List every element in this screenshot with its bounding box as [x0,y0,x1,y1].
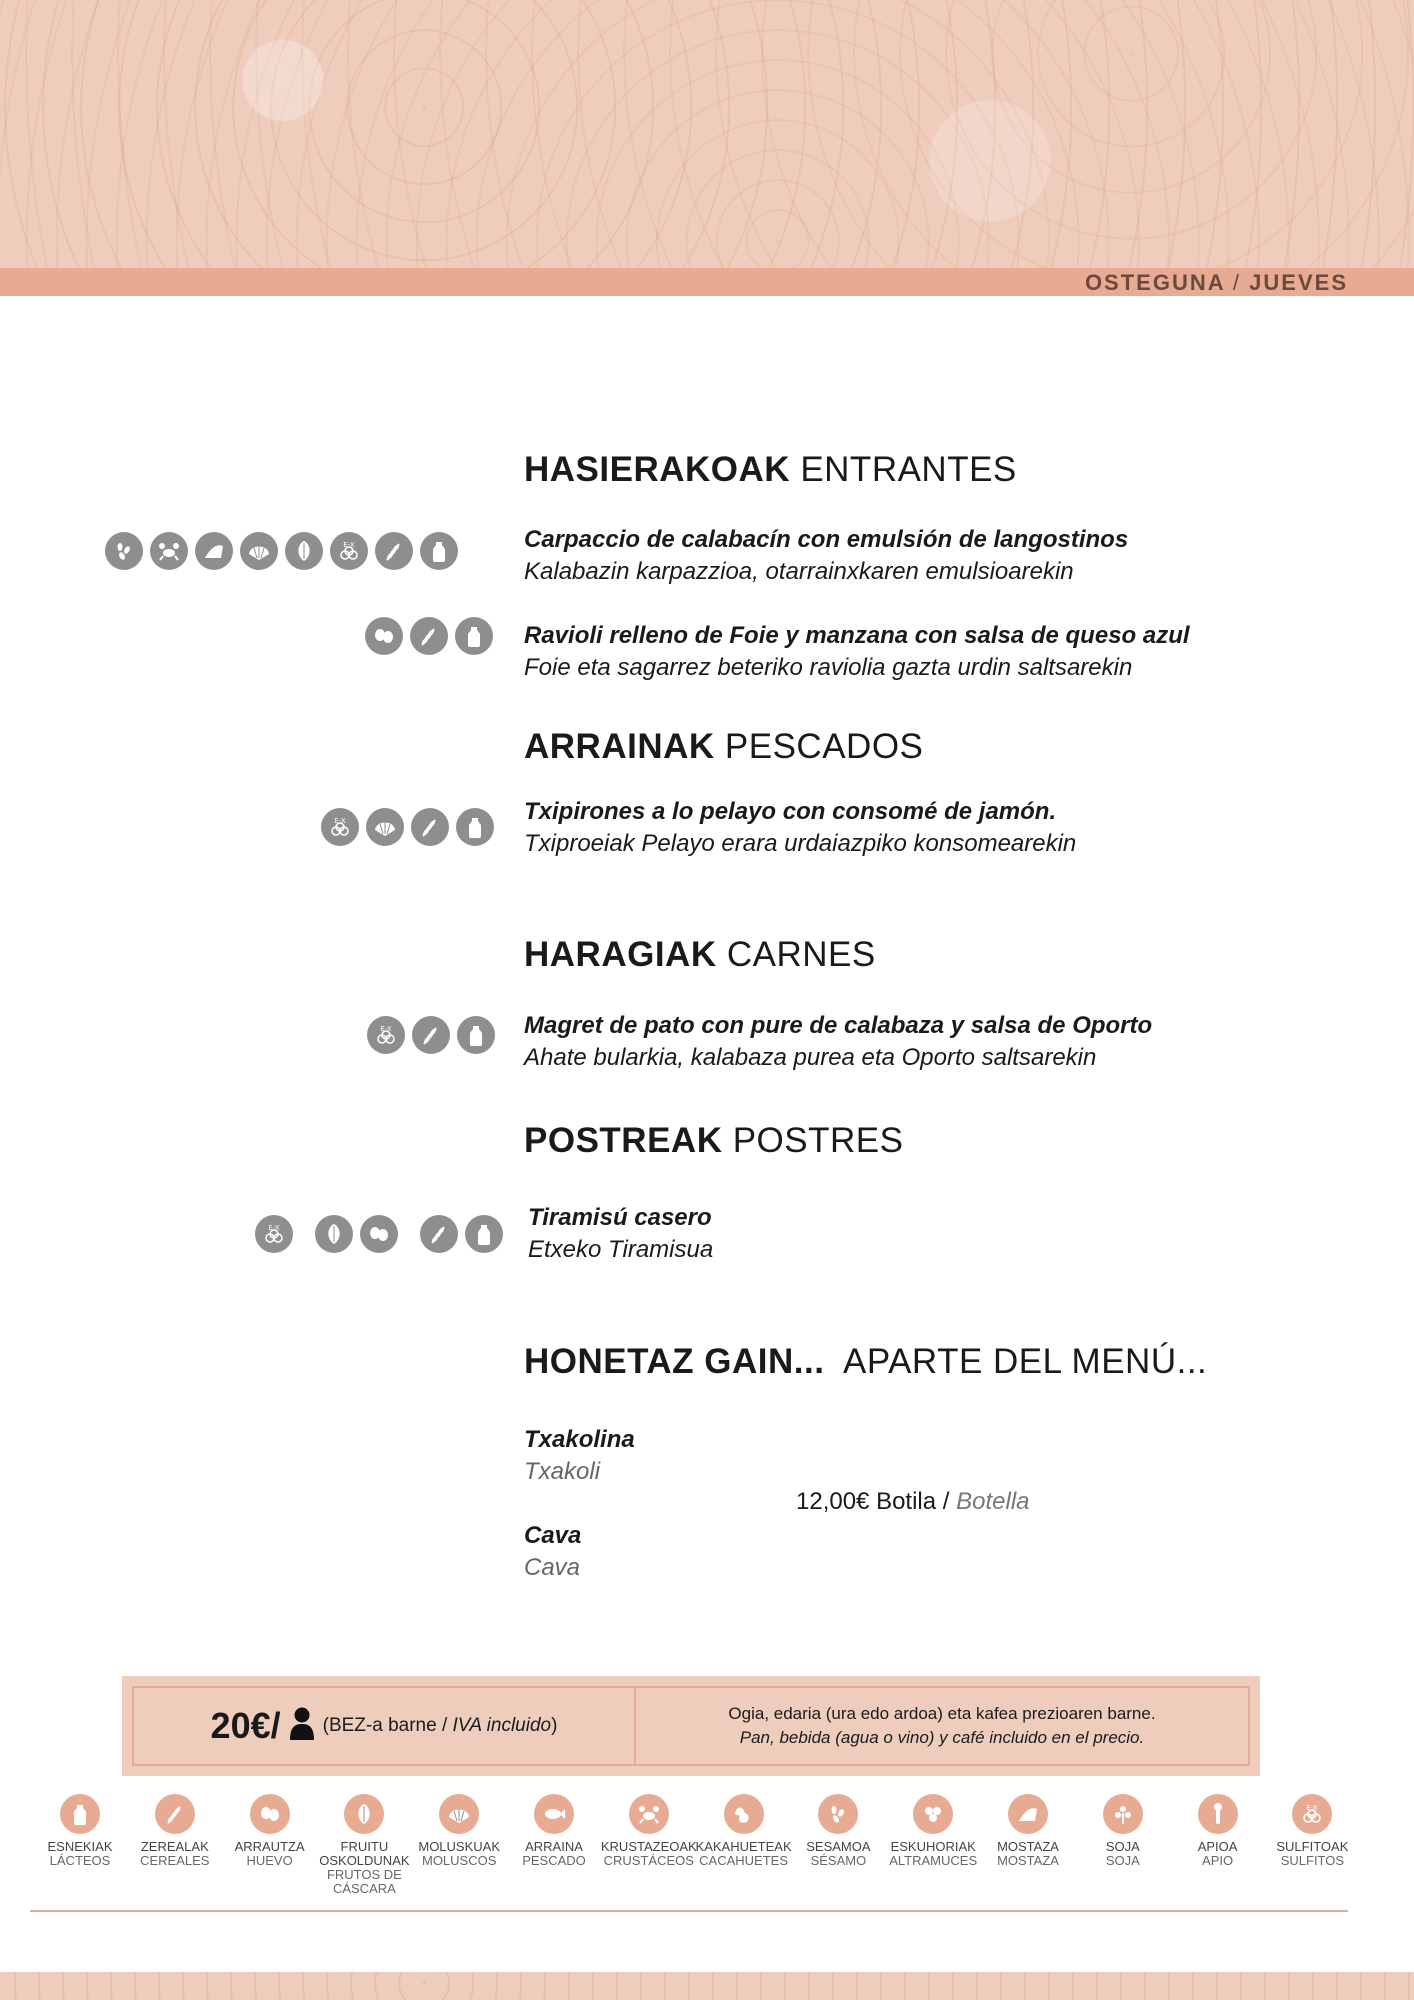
egg-icon [360,1215,398,1253]
cereal-icon [155,1794,195,1834]
allergen-label-eu: ESKUHORIAK [890,1839,976,1854]
day-label: OSTEGUNA / JUEVES [1084,270,1348,295]
dairy-icon [465,1215,503,1253]
allergen-label-es: LÁCTEOS [49,1853,111,1868]
dairy-icon [455,617,493,655]
allergen-label-es: ALTRAMUCES [889,1853,978,1868]
egg-icon [250,1794,290,1834]
allergen-label-es: PESCADO [522,1853,586,1868]
dish-magret: Magret de pato con pure de calabaza y salsa de Oporto Ahate bularkia, kalabaza purea eta Oporto saltsarekin [524,1012,1153,1071]
floral-banner [0,0,1414,268]
allergen-legend-item [1073,1794,1173,1868]
allergen-icons-d5 [248,1215,503,1253]
allergen-label-es: CEREALES [140,1853,210,1868]
mollusc-icon [439,1794,479,1834]
dairy-icon [60,1794,100,1834]
mollusc-icon [240,532,278,570]
sulphite-icon [367,1016,405,1054]
cereal-icon [375,532,413,570]
dish-tiramisu: Tiramisú casero Etxeko Tiramisua [528,1204,714,1263]
menu-price: 20€/ [210,1705,281,1746]
fish-icon [534,1794,574,1834]
extra-txakolina: Txakolina Txakoli [524,1426,635,1485]
allergen-label-eu: KRUSTAZEOAK [600,1839,697,1854]
day-band [0,268,1414,296]
dairy-icon [420,532,458,570]
svg-text:E-X: E-X [268,1224,280,1232]
allergen-label-eu: KAKAHUETEAK [695,1839,792,1854]
allergen-legend-item [788,1794,888,1868]
allergen-label-es: MOLUSCOS [421,1853,497,1868]
allergen-legend-item [694,1794,794,1868]
allergen-label-eu: SOJA [1105,1839,1140,1854]
allergen-label-eu: SESAMOA [806,1839,871,1854]
allergen-label-eu: SULFITOAK [1276,1839,1349,1854]
allergen-legend-item [883,1794,983,1868]
sulphite-icon [321,808,359,846]
crustacean-icon [629,1794,669,1834]
allergen-label-eu: APIOA [1197,1839,1238,1854]
nut-icon [315,1215,353,1253]
egg-icon [365,617,403,655]
allergen-icons-d4 [360,1016,495,1054]
section-title-desserts: POSTREAK POSTRES [524,1121,904,1160]
allergen-legend-item [30,1794,130,1868]
allergen-label-eu: MOLUSKUAK [418,1839,500,1854]
section-title-meat: HARAGIAK CARNES [524,935,876,974]
dish-carpaccio: Carpaccio de calabacín con emulsión de langostinos Kalabazin karpazzioa, otarrainxkaren emulsioarekin [524,526,1129,585]
sesame-icon [105,532,143,570]
allergen-label-es: SULFITOS [1280,1853,1345,1868]
allergen-legend-item [978,1794,1078,1868]
allergen-label-eu: FRUITU OSKOLDUNAK [319,1839,410,1868]
allergen-legend-item [599,1794,699,1868]
svg-text:E-X: E-X [1306,1804,1319,1812]
allergen-label-es: SOJA [1105,1853,1140,1868]
allergen-label-es: MOSTAZA [997,1853,1059,1868]
soy-icon [1103,1794,1143,1834]
sulphite-icon [330,532,368,570]
section-title-extras: HONETAZ GAIN... APARTE DEL MENÚ... [524,1342,1208,1381]
section-title-starters: HASIERAKOAK ENTRANTES [524,450,1017,489]
celery-icon [1198,1794,1238,1834]
nut-icon [285,532,323,570]
person-icon [289,1707,315,1746]
cereal-icon [410,617,448,655]
dairy-icon [456,808,494,846]
allergen-label-es: FRUTOS DE CÁSCARA [326,1867,402,1896]
allergen-legend-item [220,1794,320,1868]
allergen-icons-d2 [358,617,493,655]
allergen-legend-item [1262,1794,1362,1868]
svg-text:E-X: E-X [380,1025,392,1033]
dish-txipirones: Txipirones a lo pelayo con consomé de jamón. Txiproeiak Pelayo erara urdaiazpiko konsomearekin [524,798,1077,857]
peanut-icon [724,1794,764,1834]
allergen-label-eu: ZEREALAK [140,1839,209,1854]
floral-footer-band [0,1972,1414,2000]
allergen-label-eu: ARRAUTZA [234,1839,305,1854]
sulphite-icon [255,1215,293,1253]
dish-ravioli: Ravioli relleno de Foie y manzana con salsa de queso azul Foie eta sagarrez beteriko raviolia gazta urdin saltsarekin [524,622,1190,681]
lupin-icon [913,1794,953,1834]
cereal-icon [411,808,449,846]
section-title-fish: ARRAINAK PESCADOS [524,727,924,766]
sesame-icon [818,1794,858,1834]
sulphite-icon [1292,1794,1332,1834]
allergen-legend-item [314,1794,414,1896]
cereal-icon [420,1215,458,1253]
nut-icon [344,1794,384,1834]
allergen-legend-item [1168,1794,1268,1868]
svg-text:E-X: E-X [343,541,355,549]
mustard-icon [1008,1794,1048,1834]
svg-text:E-X: E-X [334,817,346,825]
allergen-label-es: CACAHUETES [699,1853,789,1868]
crustacean-icon [150,532,188,570]
allergen-icons-d3 [314,808,494,846]
allergen-label-eu: MOSTAZA [997,1839,1059,1854]
mustard-icon [195,532,233,570]
extras-price: 12,00€ Botila / Botella [796,1488,1030,1515]
dairy-icon [457,1016,495,1054]
extra-cava: Cava Cava [524,1522,582,1581]
allergen-legend-item [125,1794,225,1868]
allergen-icons-d1 [98,532,458,570]
allergen-label-eu: ESNEKIAK [47,1839,113,1854]
allergen-label-es: CRUSTÁCEOS [603,1853,694,1868]
vat-note: (BEZ-a barne / IVA incluido) [322,1715,558,1736]
allergen-label-es: APIO [1202,1853,1234,1868]
price-includes-note: Ogia, edaria (ura edo ardoa) eta kafea prezioaren barne. Pan, bebida (agua o vino) y café incluido en el precio. [728,1704,1156,1747]
allergen-label-eu: ARRAINA [525,1839,583,1854]
mollusc-icon [366,808,404,846]
menu-price-box [122,1676,1260,1776]
allergen-label-es: SÉSAMO [810,1853,867,1868]
allergen-legend-item [409,1794,509,1868]
allergen-label-es: HUEVO [246,1853,293,1868]
cereal-icon [412,1016,450,1054]
allergen-legend-item [504,1794,604,1868]
footer-rule [30,1910,1348,1912]
